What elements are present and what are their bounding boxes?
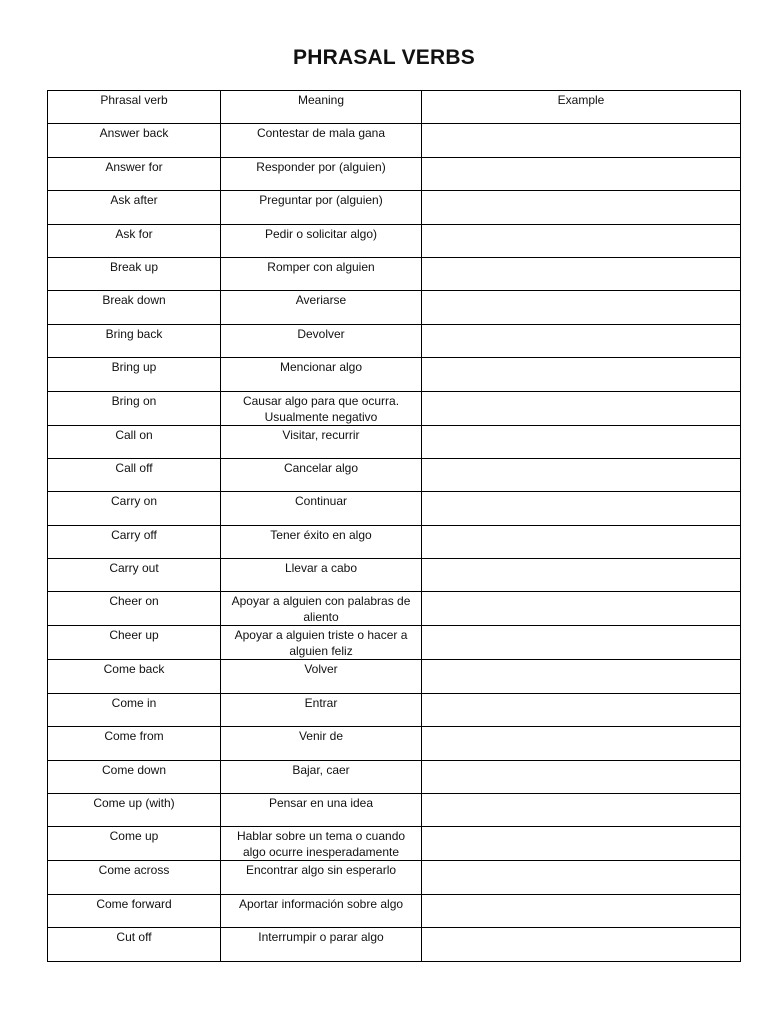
example-cell bbox=[422, 660, 741, 693]
table-row bbox=[48, 928, 741, 961]
phrasal-verb-cell: Call on bbox=[48, 425, 221, 458]
table-row bbox=[48, 492, 741, 525]
phrasal-verb-cell: Come back bbox=[48, 660, 221, 693]
example-cell bbox=[422, 224, 741, 257]
meaning-cell: Averiarse bbox=[221, 291, 422, 324]
meaning-cell: Preguntar por (alguien) bbox=[221, 191, 422, 224]
phrasal-verb-cell: Cheer up bbox=[48, 626, 221, 660]
example-cell bbox=[422, 157, 741, 190]
phrasal-verb-cell: Come across bbox=[48, 861, 221, 894]
table-row bbox=[48, 291, 741, 324]
table-row bbox=[48, 693, 741, 726]
example-cell bbox=[422, 324, 741, 357]
phrasal-verb-cell: Come forward bbox=[48, 894, 221, 927]
meaning-cell: Romper con alguien bbox=[221, 257, 422, 290]
phrasal-verb-cell: Call off bbox=[48, 458, 221, 491]
example-cell bbox=[422, 124, 741, 157]
table-header-row bbox=[48, 91, 741, 124]
table-row bbox=[48, 894, 741, 927]
phrasal-verb-cell: Carry on bbox=[48, 492, 221, 525]
example-cell bbox=[422, 760, 741, 793]
phrasal-verb-cell: Come down bbox=[48, 760, 221, 793]
example-cell bbox=[422, 592, 741, 626]
table-row bbox=[48, 559, 741, 592]
meaning-cell: Llevar a cabo bbox=[221, 559, 422, 592]
meaning-cell: Devolver bbox=[221, 324, 422, 357]
phrasal-verb-cell: Come up (with) bbox=[48, 794, 221, 827]
example-cell bbox=[422, 693, 741, 726]
table-row bbox=[48, 157, 741, 190]
meaning-cell: Bajar, caer bbox=[221, 760, 422, 793]
example-cell bbox=[422, 794, 741, 827]
table-body bbox=[48, 124, 741, 961]
example-cell bbox=[422, 391, 741, 425]
phrasal-verb-cell: Bring up bbox=[48, 358, 221, 391]
example-cell bbox=[422, 492, 741, 525]
example-cell bbox=[422, 458, 741, 491]
meaning-cell: Mencionar algo bbox=[221, 358, 422, 391]
phrasal-verb-cell: Cut off bbox=[48, 928, 221, 961]
example-cell bbox=[422, 425, 741, 458]
phrasal-verb-cell: Break up bbox=[48, 257, 221, 290]
phrasal-verb-cell: Cheer on bbox=[48, 592, 221, 626]
meaning-cell: Volver bbox=[221, 660, 422, 693]
meaning-cell: Contestar de mala gana bbox=[221, 124, 422, 157]
phrasal-verb-cell: Ask for bbox=[48, 224, 221, 257]
phrasal-verb-cell: Come from bbox=[48, 727, 221, 760]
table-row bbox=[48, 660, 741, 693]
phrasal-verb-cell: Carry out bbox=[48, 559, 221, 592]
table-row bbox=[48, 358, 741, 391]
meaning-cell: Continuar bbox=[221, 492, 422, 525]
meaning-cell: Causar algo para que ocurra. Usualmente negativo bbox=[221, 391, 422, 425]
phrasal-verb-cell: Break down bbox=[48, 291, 221, 324]
example-cell bbox=[422, 827, 741, 861]
meaning-cell: Pensar en una idea bbox=[221, 794, 422, 827]
phrasal-verb-cell: Bring on bbox=[48, 391, 221, 425]
table-row bbox=[48, 458, 741, 491]
table-row bbox=[48, 224, 741, 257]
table-row bbox=[48, 760, 741, 793]
phrasal-verb-cell: Answer back bbox=[48, 124, 221, 157]
meaning-cell: Responder por (alguien) bbox=[221, 157, 422, 190]
example-cell bbox=[422, 525, 741, 558]
meaning-cell: Entrar bbox=[221, 693, 422, 726]
meaning-cell: Hablar sobre un tema o cuando algo ocurre inesperadamente bbox=[221, 827, 422, 861]
table-row bbox=[48, 592, 741, 626]
table-row bbox=[48, 827, 741, 861]
meaning-cell: Apoyar a alguien triste o hacer a alguien feliz bbox=[221, 626, 422, 660]
meaning-cell: Cancelar algo bbox=[221, 458, 422, 491]
table-row bbox=[48, 391, 741, 425]
table-row bbox=[48, 425, 741, 458]
example-cell bbox=[422, 626, 741, 660]
example-cell bbox=[422, 559, 741, 592]
example-cell bbox=[422, 727, 741, 760]
table-row bbox=[48, 727, 741, 760]
meaning-cell: Venir de bbox=[221, 727, 422, 760]
meaning-cell: Encontrar algo sin esperarlo bbox=[221, 861, 422, 894]
example-cell bbox=[422, 358, 741, 391]
table-row bbox=[48, 124, 741, 157]
phrasal-verb-cell: Carry off bbox=[48, 525, 221, 558]
meaning-cell: Aportar información sobre algo bbox=[221, 894, 422, 927]
phrasal-verb-cell: Come in bbox=[48, 693, 221, 726]
table-row bbox=[48, 861, 741, 894]
table-row bbox=[48, 257, 741, 290]
meaning-cell: Tener éxito en algo bbox=[221, 525, 422, 558]
table-row bbox=[48, 525, 741, 558]
meaning-cell: Interrumpir o parar algo bbox=[221, 928, 422, 961]
phrasal-verbs-table bbox=[47, 90, 741, 962]
example-cell bbox=[422, 894, 741, 927]
header-meaning: Meaning bbox=[221, 91, 422, 124]
meaning-cell: Pedir o solicitar algo) bbox=[221, 224, 422, 257]
example-cell bbox=[422, 257, 741, 290]
table-row bbox=[48, 794, 741, 827]
page-title: PHRASAL VERBS bbox=[293, 46, 475, 69]
example-cell bbox=[422, 291, 741, 324]
header-phrasal-verb: Phrasal verb bbox=[48, 91, 221, 124]
table-row bbox=[48, 191, 741, 224]
header-example: Example bbox=[422, 91, 741, 124]
phrasal-verb-cell: Bring back bbox=[48, 324, 221, 357]
example-cell bbox=[422, 928, 741, 961]
example-cell bbox=[422, 861, 741, 894]
meaning-cell: Visitar, recurrir bbox=[221, 425, 422, 458]
phrasal-verb-cell: Come up bbox=[48, 827, 221, 861]
example-cell bbox=[422, 191, 741, 224]
phrasal-verb-cell: Answer for bbox=[48, 157, 221, 190]
table-row bbox=[48, 324, 741, 357]
meaning-cell: Apoyar a alguien con palabras de aliento bbox=[221, 592, 422, 626]
table-row bbox=[48, 626, 741, 660]
phrasal-verb-cell: Ask after bbox=[48, 191, 221, 224]
